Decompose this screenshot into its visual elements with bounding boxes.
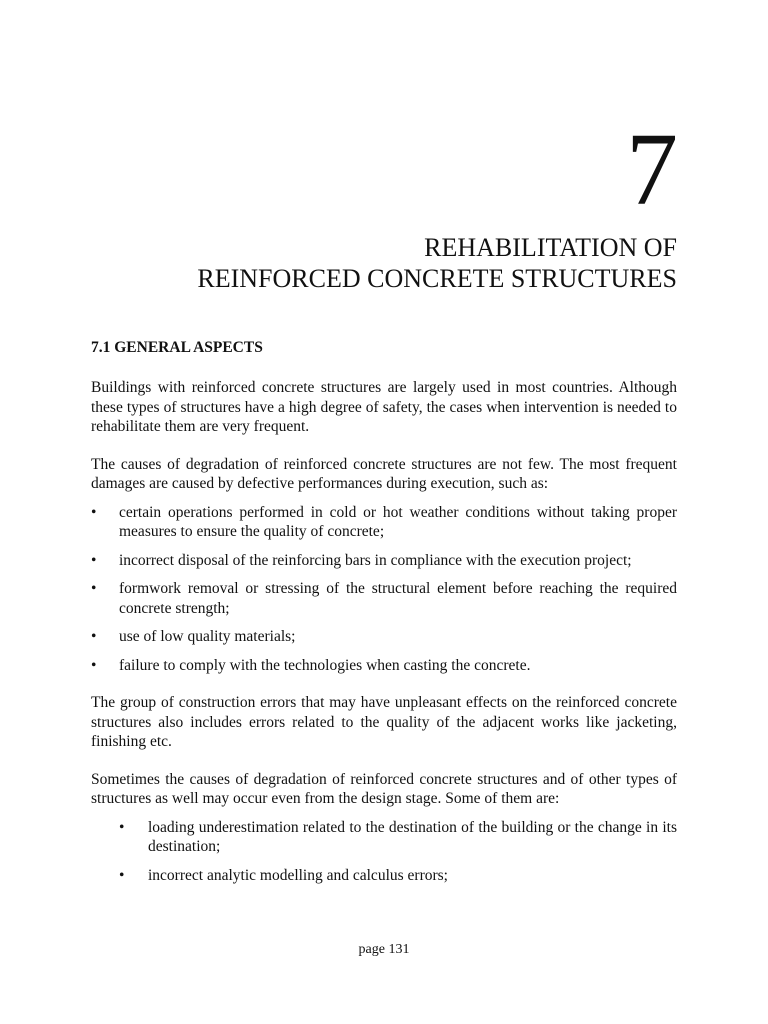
bullet-icon: • [91, 656, 97, 674]
list-item-text: formwork removal or stressing of the structural element before reaching the required concrete strength; [119, 580, 677, 617]
bullet-icon: • [119, 818, 125, 836]
chapter-title [197, 232, 677, 294]
paragraph-1: Buildings with reinforced concrete structures are largely used in most countries. Although these types of structures have a high degree of safety, the cases when intervention is needed to rehabilitate them are very frequent. [91, 379, 677, 435]
page-number: page 131 [358, 942, 410, 957]
list-item [91, 551, 677, 571]
chapter-title-line-2: REINFORCED CONCRETE STRUCTURES [197, 264, 677, 293]
bullet-icon: • [91, 503, 97, 521]
list-item [91, 656, 677, 676]
chapter-number: 7 [626, 112, 678, 227]
bullet-icon: • [119, 866, 125, 884]
paragraph-4: Sometimes the causes of degradation of reinforced concrete structures and of other types of structures as well may occur even from the design stage. Some of them are: [91, 770, 677, 807]
bullet-list-2 [91, 818, 677, 886]
list-item-text: loading underestimation related to the destination of the building or the change in its destination; [148, 818, 677, 855]
paragraph-3: The group of construction errors that may have unpleasant effects on the reinforced concrete structures also includes errors related to the quality of the adjacent works like jacketing, finishing etc. [91, 694, 677, 750]
list-item-text: failure to comply with the technologies when casting the concrete. [119, 656, 531, 674]
bullet-icon: • [91, 580, 97, 597]
list-item [91, 503, 677, 542]
list-item-text: incorrect analytic modelling and calculus errors; [148, 866, 448, 884]
list-item-text: incorrect disposal of the reinforcing bars in compliance with the execution project; [119, 551, 632, 569]
chapter-title-line-1: REHABILITATION OF [424, 233, 677, 262]
bullet-icon: • [91, 628, 97, 645]
section-heading: 7.1 GENERAL ASPECTS [91, 339, 263, 356]
list-item [91, 579, 677, 618]
list-item [91, 866, 677, 886]
list-item-text: certain operations performed in cold or hot weather conditions without taking proper measures to ensure the quality of concrete; [119, 503, 677, 540]
bullet-icon: • [91, 551, 97, 569]
list-item-text: use of low quality materials; [119, 628, 296, 645]
paragraph-2: The causes of degradation of reinforced concrete structures are not few. The most frequent damages are caused by defective performances during execution, such as: [91, 455, 677, 492]
list-item [91, 627, 677, 647]
list-item [91, 818, 677, 857]
bullet-list-1 [91, 503, 677, 676]
page-content [91, 338, 677, 903]
